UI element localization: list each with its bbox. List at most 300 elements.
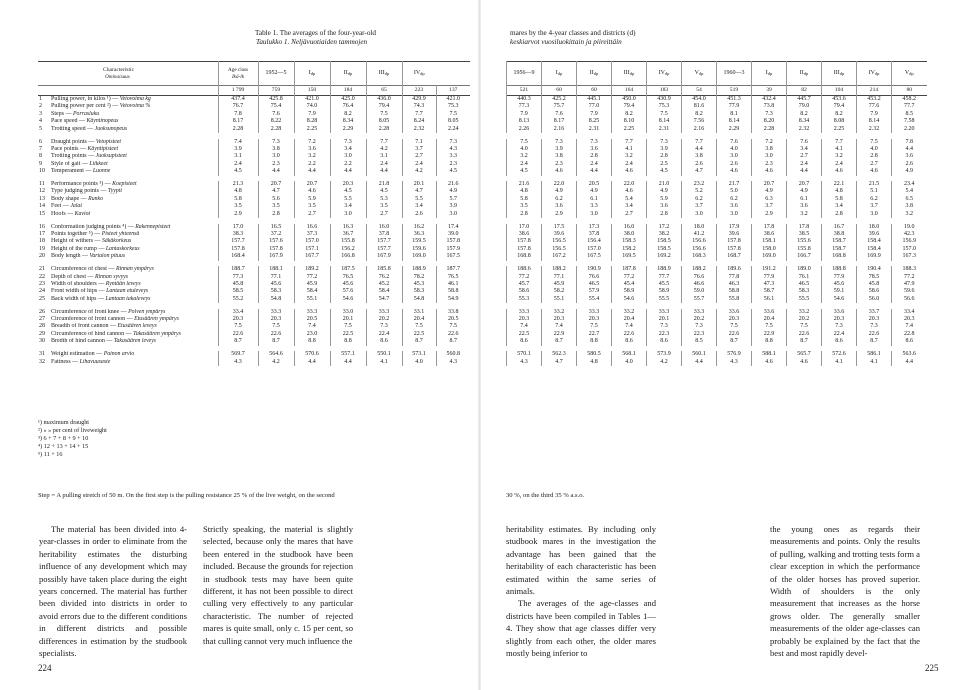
value-cell: 20.5	[294, 316, 330, 323]
value-cell: 169.2	[647, 253, 682, 260]
table-row	[38, 118, 470, 125]
trait-name-en: Pulling power per cent ²) —	[51, 103, 119, 110]
value-cell: 33.2	[612, 309, 647, 316]
value-cell: 157.0	[577, 246, 612, 253]
value-cell: 2.6	[717, 161, 752, 168]
value-cell: 2.9	[218, 211, 258, 218]
value-cell: 4.1	[857, 359, 892, 366]
value-cell: 77.2	[612, 274, 647, 281]
district-numeral: I	[308, 69, 311, 76]
value-cell: 22.6	[787, 331, 822, 338]
value-cell: 157.8	[218, 246, 258, 253]
value-cell: 187.7	[436, 266, 470, 273]
district-superscript: d	[874, 70, 878, 76]
district-superscript: d	[557, 70, 560, 76]
value-cell: 4.4	[892, 359, 927, 366]
value-cell: 3.5	[507, 203, 542, 210]
value-cell: 7.3	[577, 139, 612, 146]
district-superscript: d	[767, 70, 770, 76]
value-cell: 159.6	[402, 246, 436, 253]
value-cell: 8.7	[258, 338, 294, 345]
value-cell: 157.7	[366, 246, 402, 253]
value-cell: 185.8	[366, 266, 402, 273]
value-cell: 167.5	[577, 253, 612, 260]
value-cell: 22.6	[218, 331, 258, 338]
value-cell: 17.4	[436, 224, 470, 231]
page-number-left: 224	[38, 663, 52, 673]
table-row	[38, 231, 470, 238]
value-cell: 8.10	[612, 118, 647, 125]
value-cell: 8.6	[366, 338, 402, 345]
value-cell: 20.3	[507, 316, 542, 323]
table-row	[38, 146, 470, 153]
value-cell: 155.8	[787, 246, 822, 253]
trait-name-en: Style of gait —	[51, 160, 88, 167]
value-cell: 188.2	[682, 266, 717, 273]
table-row	[507, 153, 927, 160]
value-cell: 3.4	[330, 146, 366, 153]
table-row	[38, 296, 470, 303]
value-cell: 156.4	[577, 238, 612, 245]
value-cell: 16.0	[612, 224, 647, 231]
table-row	[38, 281, 470, 288]
value-cell: 7.3	[822, 323, 857, 330]
district-subscript: p	[350, 70, 353, 76]
value-cell: 166.7	[787, 253, 822, 260]
value-cell: 3.0	[717, 153, 752, 160]
value-cell: 76.1	[787, 274, 822, 281]
value-cell: 17.9	[717, 224, 752, 231]
trait-name-fi: Rinnan ympärys	[115, 266, 154, 273]
value-cell: 7.3	[436, 139, 470, 146]
value-cell: 20.4	[402, 316, 436, 323]
value-cell: 570.1	[507, 351, 542, 358]
value-cell: 458.2	[892, 96, 927, 104]
value-cell: 4.5	[436, 168, 470, 175]
value-cell: 4.3	[507, 359, 542, 366]
value-cell: 168.3	[682, 253, 717, 260]
value-cell: 20.5	[436, 316, 470, 323]
trait-name-en: Trotting points —	[51, 153, 95, 160]
table-row	[38, 316, 470, 323]
value-cell: 7.5	[717, 323, 752, 330]
trait-name-en: Height of withers —	[51, 238, 101, 245]
value-cell: 2.16	[682, 126, 717, 133]
value-cell: 20.1	[402, 181, 436, 188]
value-cell: 7.5	[436, 323, 470, 330]
value-cell: 3.6	[647, 203, 682, 210]
value-cell: 168.7	[717, 253, 752, 260]
value-cell: 7.4	[218, 139, 258, 146]
trait-name-en: Body shape —	[51, 195, 87, 202]
age-class-header	[218, 62, 258, 86]
district-numeral: IV	[868, 69, 875, 76]
value-cell: 7.6	[787, 139, 822, 146]
value-cell: 7.2	[294, 139, 330, 146]
value-cell: 16.3	[330, 224, 366, 231]
value-cell: 7.3	[330, 139, 366, 146]
row-number: 8	[39, 153, 42, 160]
value-cell: 440.3	[507, 96, 542, 104]
value-cell: 21.8	[366, 181, 402, 188]
value-cell: 158.4	[857, 246, 892, 253]
value-cell: 56.1	[752, 296, 787, 303]
value-cell: 3.7	[857, 203, 892, 210]
trait-label	[38, 246, 218, 253]
value-cell: 8.8	[577, 338, 612, 345]
value-cell: 46.1	[436, 281, 470, 288]
table-row	[507, 103, 927, 110]
value-cell: 55.3	[507, 296, 542, 303]
value-cell: 58.9	[612, 288, 647, 295]
value-cell: 569.7	[218, 351, 258, 358]
trait-name-en: Points together ⁵) —	[51, 231, 101, 237]
value-cell: 58.4	[294, 288, 330, 295]
trait-label	[38, 331, 218, 338]
footnote: ⁴) 12 + 13 + 14 + 15	[38, 443, 89, 450]
value-cell: 3.9	[218, 146, 258, 153]
value-cell: 76.4	[330, 103, 366, 110]
value-cell: 157.6	[258, 238, 294, 245]
value-cell: 167.3	[892, 253, 927, 260]
value-cell: 39.6	[542, 231, 577, 238]
value-cell: 157.8	[258, 246, 294, 253]
table-row	[507, 359, 927, 366]
value-cell: 76.2	[366, 274, 402, 281]
value-cell: 4.1	[366, 359, 402, 366]
value-cell: 2.24	[436, 126, 470, 133]
value-cell: 75.3	[436, 103, 470, 110]
trait-label	[38, 288, 218, 295]
trait-name-fi: Luonne	[92, 168, 111, 175]
value-cell: 7.7	[612, 139, 647, 146]
value-cell: 187.8	[612, 266, 647, 273]
value-cell: 3.0	[717, 211, 752, 218]
trait-name-en: Conformation judging points ⁴) —	[51, 223, 134, 230]
value-cell: 20.3	[330, 181, 366, 188]
value-cell: 5.4	[892, 188, 927, 195]
value-cell: 20.1	[647, 316, 682, 323]
value-cell: 4.5	[507, 168, 542, 175]
value-cell: 3.4	[612, 203, 647, 210]
value-cell: 453.6	[822, 96, 857, 104]
value-cell: 21.3	[218, 181, 258, 188]
value-cell: 79.4	[366, 103, 402, 110]
row-number: 26	[39, 308, 45, 315]
trait-label	[38, 316, 218, 323]
trait-name-fi: Vetopisteet	[95, 138, 121, 145]
value-cell: 76.6	[577, 274, 612, 281]
value-cell: 157.1	[294, 246, 330, 253]
trait-label	[38, 211, 218, 218]
value-cell: 4.3	[717, 359, 752, 366]
district-column-header	[682, 62, 717, 86]
trait-name-en: Depth of chest —	[51, 273, 94, 280]
value-cell: 6.2	[682, 196, 717, 203]
value-cell: 55.1	[542, 296, 577, 303]
trait-name-en: Breadth of front cannon —	[51, 323, 116, 330]
value-cell: 20.3	[218, 316, 258, 323]
value-cell: 54.8	[258, 296, 294, 303]
value-cell: 189.6	[717, 266, 752, 273]
value-cell: 46.3	[717, 281, 752, 288]
value-cell: 7.4	[542, 323, 577, 330]
value-cell: 45.6	[330, 281, 366, 288]
value-cell: 3.8	[542, 153, 577, 160]
value-cell: 45.8	[218, 281, 258, 288]
value-cell: 8.7	[787, 338, 822, 345]
value-cell: 8.2	[330, 111, 366, 118]
district-column-header	[612, 62, 647, 86]
value-cell: 8.34	[330, 118, 366, 125]
value-cell: 3.8	[682, 153, 717, 160]
value-cell: 2.7	[366, 211, 402, 218]
value-cell: 7.4	[892, 323, 927, 330]
trait-name-fi: Lantaan etuleveys	[106, 288, 149, 295]
value-cell: 20.5	[577, 181, 612, 188]
value-cell: 573.1	[402, 351, 436, 358]
value-cell: 46.6	[682, 281, 717, 288]
value-cell: 3.5	[366, 203, 402, 210]
value-cell: 3.0	[577, 211, 612, 218]
value-cell: 425.2	[542, 96, 577, 104]
value-cell: 156.9	[892, 238, 927, 245]
value-cell: 5.7	[436, 196, 470, 203]
trait-name-fi: Vetovoima %	[119, 103, 151, 110]
value-cell: 7.9	[857, 111, 892, 118]
trait-name-fi: Rinnan syvyys	[95, 273, 128, 280]
value-cell: 8.6	[892, 338, 927, 345]
value-cell: 16.7	[822, 224, 857, 231]
value-cell: 17.2	[647, 224, 682, 231]
value-cell: 45.9	[542, 281, 577, 288]
value-cell: 2.28	[366, 126, 402, 133]
trait-label	[38, 188, 218, 195]
value-cell: 33.3	[258, 309, 294, 316]
value-cell: 3.0	[682, 211, 717, 218]
value-cell: 59.1	[822, 288, 857, 295]
value-cell: 4.4	[892, 146, 927, 153]
table-row	[38, 139, 470, 146]
district-column-header	[822, 62, 857, 86]
body-paragraph: heritability estimates. By including only studbook mares in the investigation the advantage has been gained that the heritability of each characteristic has been estimated within the same series of animals.	[506, 524, 656, 597]
value-cell: 79.4	[822, 103, 857, 110]
value-cell: 425.0	[330, 96, 366, 104]
table-header-row-right	[507, 62, 927, 86]
value-cell: 4.6	[612, 168, 647, 175]
table-row	[38, 331, 470, 338]
value-cell: 37.8	[366, 231, 402, 238]
value-cell: 55.4	[577, 296, 612, 303]
value-cell: 21.5	[857, 181, 892, 188]
value-cell: 7.5	[752, 323, 787, 330]
value-cell: 21.7	[717, 181, 752, 188]
district-numeral: III	[833, 69, 840, 76]
value-cell: 3.4	[402, 203, 436, 210]
value-cell: 17.5	[542, 224, 577, 231]
row-number: 3	[39, 110, 42, 117]
value-cell: 22.9	[542, 331, 577, 338]
value-cell: 16.0	[366, 224, 402, 231]
value-cell: 58.8	[717, 288, 752, 295]
value-cell: 4.6	[787, 359, 822, 366]
trait-label	[38, 111, 218, 118]
trait-name-en: Pulling power, in kilos ¹) —	[51, 96, 119, 102]
value-cell: 586.1	[857, 351, 892, 358]
value-cell: 564.6	[258, 351, 294, 358]
value-cell: 78.2	[402, 274, 436, 281]
row-number: 7	[39, 145, 42, 152]
table-row	[507, 111, 927, 118]
value-cell: 4.7	[542, 359, 577, 366]
sample-count: 39	[752, 86, 787, 96]
value-cell: 157.0	[294, 238, 330, 245]
value-cell: 8.7	[857, 338, 892, 345]
value-cell: 20.2	[366, 316, 402, 323]
district-subscript: p	[911, 70, 914, 76]
value-cell: 55.2	[218, 296, 258, 303]
table-row	[507, 288, 927, 295]
value-cell: 2.9	[752, 211, 787, 218]
trait-name-en: Trotting speed —	[51, 125, 94, 132]
value-cell: 167.7	[294, 253, 330, 260]
value-cell: 2.2	[294, 161, 330, 168]
value-cell: 7.9	[507, 111, 542, 118]
sample-count: 521	[507, 86, 542, 96]
value-cell: 421.0	[436, 96, 470, 104]
value-cell: 4.0	[507, 146, 542, 153]
trait-name-fi: Vartalon pituus	[89, 253, 126, 260]
row-number: 21	[39, 266, 45, 273]
value-cell: 5.5	[402, 196, 436, 203]
value-cell: 4.9	[787, 188, 822, 195]
table-row	[38, 196, 470, 203]
value-cell: 7.7	[402, 111, 436, 118]
trait-label	[38, 309, 218, 316]
trait-label	[38, 103, 218, 110]
district-superscript: d	[593, 70, 596, 76]
row-number: 24	[39, 288, 45, 295]
value-cell: 4.5	[330, 188, 366, 195]
sample-count: 183	[647, 86, 682, 96]
value-cell: 33.2	[542, 309, 577, 316]
value-cell: 158.1	[752, 238, 787, 245]
sample-count: 184	[330, 86, 366, 96]
value-cell: 7.5	[857, 139, 892, 146]
value-cell: 2.31	[577, 126, 612, 133]
district-numeral: I	[765, 69, 768, 76]
value-cell: 45.7	[507, 281, 542, 288]
value-cell: 17.0	[507, 224, 542, 231]
body-column-2	[203, 523, 353, 647]
row-number: 10	[39, 168, 45, 175]
value-cell: 4.7	[402, 188, 436, 195]
value-cell: 7.4	[294, 323, 330, 330]
trait-name-en: Steps —	[51, 110, 72, 117]
value-cell: 169.9	[857, 253, 892, 260]
table-row	[507, 96, 927, 104]
value-cell: 33.4	[892, 309, 927, 316]
step-note: Step = A pulling stretch of 50 m. On the first step is the pulling resistance 25 % of the live weight, on the second	[38, 492, 335, 499]
table-row	[38, 168, 470, 175]
trait-name-fi: Koepisteet	[112, 181, 137, 188]
table-row	[507, 281, 927, 288]
value-cell: 4.6	[752, 359, 787, 366]
value-cell: 188.7	[218, 266, 258, 273]
value-cell: 437.4	[218, 96, 258, 104]
value-cell: 55.5	[647, 296, 682, 303]
value-cell: 74.3	[402, 103, 436, 110]
table-row	[38, 246, 470, 253]
value-cell: 7.1	[402, 139, 436, 146]
value-cell: 33.3	[507, 309, 542, 316]
value-cell: 77.2	[507, 274, 542, 281]
value-cell: 159.5	[402, 238, 436, 245]
row-number: 4	[39, 118, 42, 125]
table-row	[507, 224, 927, 231]
value-cell: 2.4	[787, 161, 822, 168]
value-cell: 425.8	[258, 96, 294, 104]
row-number: 18	[39, 238, 45, 245]
value-cell: 73.8	[752, 103, 787, 110]
value-cell: 421.0	[294, 96, 330, 104]
value-cell: 5.4	[612, 196, 647, 203]
value-cell: 7.6	[717, 139, 752, 146]
district-subscript: p	[806, 70, 809, 76]
value-cell: 4.9	[892, 168, 927, 175]
value-cell: 45.2	[366, 281, 402, 288]
row-number: 13	[39, 195, 45, 202]
value-cell: 22.6	[258, 331, 294, 338]
table-row	[38, 323, 470, 330]
district-superscript: d	[698, 70, 702, 76]
sample-count: 214	[857, 86, 892, 96]
value-cell: 58.3	[402, 288, 436, 295]
district-column-header	[752, 62, 787, 86]
value-cell: 166.8	[330, 253, 366, 260]
value-cell: 156.2	[330, 246, 366, 253]
value-cell: 54.7	[366, 296, 402, 303]
value-cell: 77.3	[507, 103, 542, 110]
value-cell: 8.08	[822, 118, 857, 125]
district-superscript: d	[420, 70, 423, 76]
trait-label	[38, 126, 218, 133]
value-cell: 168.8	[822, 253, 857, 260]
value-cell: 168.4	[218, 253, 258, 260]
value-cell: 3.2	[822, 153, 857, 160]
value-cell: 2.4	[822, 161, 857, 168]
value-cell: 3.9	[647, 146, 682, 153]
value-cell: 7.5	[330, 323, 366, 330]
value-cell: 2.25	[822, 126, 857, 133]
table-row	[38, 203, 470, 210]
table-row	[507, 338, 927, 345]
value-cell: 58.6	[507, 288, 542, 295]
table-row	[38, 181, 470, 188]
value-cell: 38.2	[647, 231, 682, 238]
value-cell: 81.6	[682, 103, 717, 110]
value-cell: 77.9	[752, 274, 787, 281]
district-numeral: II	[343, 69, 348, 76]
trait-name-fi: Vetovoima kg	[119, 96, 151, 102]
value-cell: 22.4	[822, 331, 857, 338]
trait-label	[38, 96, 218, 104]
trait-label	[38, 139, 218, 146]
table-title-fi: Taulukko 1. Neljävuotiaiden tammojen	[256, 38, 368, 46]
trait-name-fi: Etusäären leveys	[117, 323, 157, 330]
trait-name-en: Pace speed —	[51, 118, 85, 125]
value-cell: 77.9	[822, 274, 857, 281]
